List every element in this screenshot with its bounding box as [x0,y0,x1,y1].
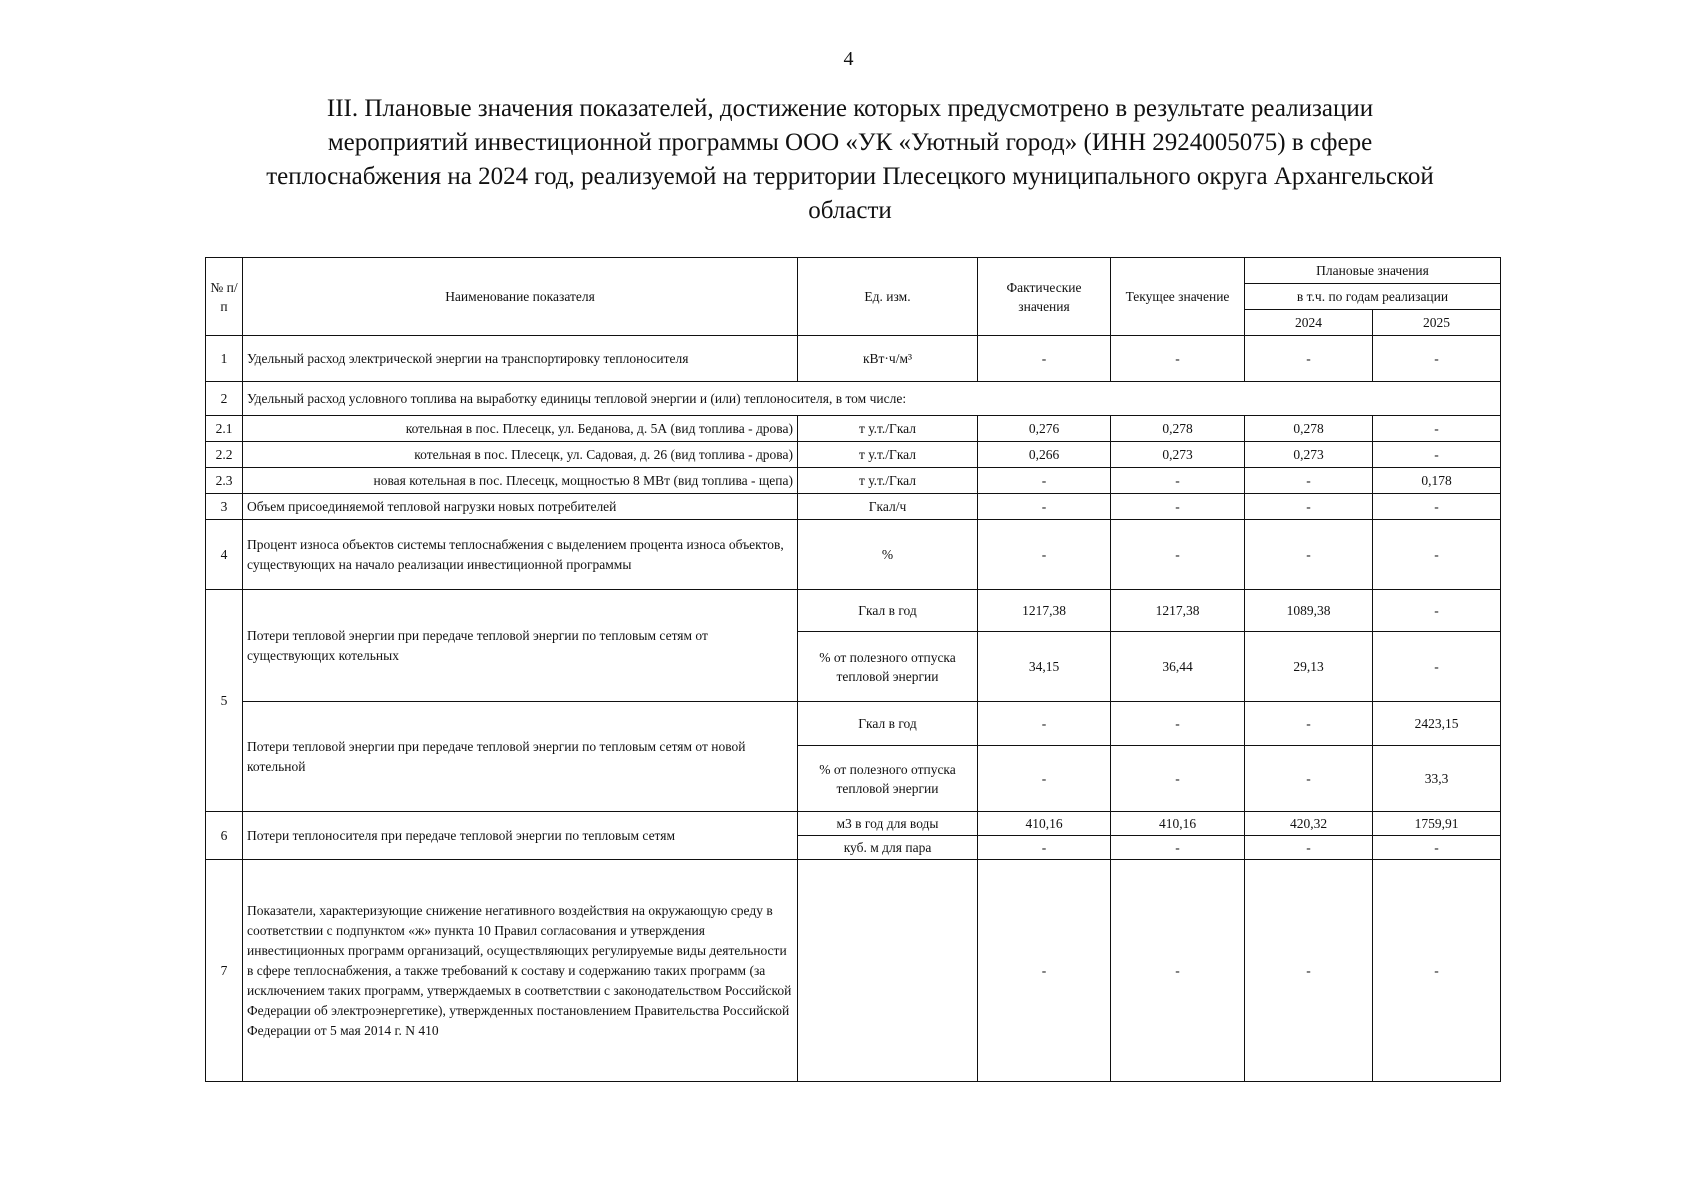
table-row [206,590,1501,632]
row-2025: - [1373,590,1501,632]
row-num: 2.2 [206,442,243,468]
row-name: котельная в пос. Плесецк, ул. Садовая, д. 26 (вид топлива - дрова) [243,442,798,468]
row-2024: - [1245,836,1373,860]
row-actual: - [978,836,1111,860]
row-unit: т у.т./Гкал [798,468,978,494]
table-row [206,416,1501,442]
row-unit: куб. м для пара [798,836,978,860]
header-unit: Ед. изм. [798,258,978,336]
row-name: Процент износа объектов системы теплоснабжения с выделением процента износа объектов, существующих на начало реализации инвестиционной программы [243,520,798,590]
row-num: 4 [206,520,243,590]
header-current: Текущее значение [1111,258,1245,336]
row-2024: - [1245,520,1373,590]
row-actual: 0,266 [978,442,1111,468]
header-year-2024: 2024 [1245,310,1373,336]
row-current: - [1111,468,1245,494]
row-2024: - [1245,336,1373,382]
row-name: Удельный расход электрической энергии на транспортировку теплоносителя [243,336,798,382]
row-num: 1 [206,336,243,382]
row-2025: - [1373,442,1501,468]
row-2025: 2423,15 [1373,702,1501,746]
table-row [206,336,1501,382]
row-2025: 0,178 [1373,468,1501,494]
row-num: 2.3 [206,468,243,494]
table-row [206,494,1501,520]
row-2024: 29,13 [1245,632,1373,702]
table-row [206,520,1501,590]
indicators-table [205,257,1501,1082]
row-unit: м3 в год для воды [798,812,978,836]
row-name: котельная в пос. Плесецк, ул. Беданова, д. 5А (вид топлива - дрова) [243,416,798,442]
header-actual: Фактические значения [978,258,1111,336]
row-name: Удельный расход условного топлива на выработку единицы тепловой энергии и (или) теплоносителя, в том числе: [243,382,1501,416]
row-unit: % [798,520,978,590]
row-current: - [1111,336,1245,382]
row-num: 3 [206,494,243,520]
row-num: 6 [206,812,243,860]
row-num: 2.1 [206,416,243,442]
row-name: Потери теплоносителя при передаче тепловой энергии по тепловым сетям [243,812,798,860]
row-current: - [1111,746,1245,812]
row-num: 5 [206,590,243,812]
row-current: - [1111,836,1245,860]
row-unit: % от полезного отпуска тепловой энергии [798,632,978,702]
row-unit: % от полезного отпуска тепловой энергии [798,746,978,812]
row-current: - [1111,494,1245,520]
row-2024: - [1245,468,1373,494]
row-2024: - [1245,702,1373,746]
page-number: 4 [843,48,854,70]
table-row [206,812,1501,836]
row-current: - [1111,860,1245,1082]
row-actual: 1217,38 [978,590,1111,632]
row-name: новая котельная в пос. Плесецк, мощностью 8 МВт (вид топлива - щепа) [243,468,798,494]
row-current: 1217,38 [1111,590,1245,632]
row-num: 2 [206,382,243,416]
header-num: № п/п [206,258,243,336]
row-2025: - [1373,494,1501,520]
header-row [206,258,1501,284]
document-title [190,92,1510,228]
row-current: 0,278 [1111,416,1245,442]
title-line: области [808,197,892,224]
table-row [206,442,1501,468]
row-name: Показатели, характеризующие снижение негативного воздействия на окружающую среду в соответствии с подпунктом «ж» пункта 10 Правил согласования и утверждения инвестиционных программ организаций, осуществляющих регулируемые виды деятельности в сфере теплоснабжения, а также требований к составу и содержанию таких программ (за исключением таких программ, утверждаемых в соответствии с законодательством Российской Федерации об электроэнергетике), утвержденных постановлением Правительства Российской Федерации от 5 мая 2014 г. N 410 [243,860,798,1082]
table-row [206,468,1501,494]
title-line: III. Плановые значения показателей, достижение которых предусмотрено в результате реализации [326,95,1374,122]
row-2024: 0,278 [1245,416,1373,442]
row-2024: - [1245,494,1373,520]
row-2025: 33,3 [1373,746,1501,812]
row-unit: Гкал в год [798,702,978,746]
row-current: 410,16 [1111,812,1245,836]
row-unit: Гкал/ч [798,494,978,520]
title-line: теплоснабжения на 2024 год, реализуемой на территории Плесецкого муниципального округа Архангельской [266,163,1434,190]
row-actual: - [978,702,1111,746]
row-2025: - [1373,336,1501,382]
row-name: Потери тепловой энергии при передаче тепловой энергии по тепловым сетям от новой котельной [243,702,798,812]
row-actual: - [978,746,1111,812]
row-actual: - [978,468,1111,494]
row-current: 0,273 [1111,442,1245,468]
row-actual: - [978,494,1111,520]
header-by-years: в т.ч. по годам реализации [1245,284,1501,310]
row-unit [798,860,978,1082]
row-actual: 0,276 [978,416,1111,442]
row-num: 7 [206,860,243,1082]
row-2025: 1759,91 [1373,812,1501,836]
row-2025: - [1373,632,1501,702]
title-line: мероприятий инвестиционной программы ООО «УК «Уютный город» (ИНН 2924005075) в сфере [327,129,1373,156]
row-current: - [1111,702,1245,746]
row-actual: - [978,520,1111,590]
row-actual: - [978,860,1111,1082]
header-year-2025: 2025 [1373,310,1501,336]
row-2024: 420,32 [1245,812,1373,836]
row-2024: 1089,38 [1245,590,1373,632]
row-unit: кВт·ч/м³ [798,336,978,382]
row-2024: - [1245,860,1373,1082]
row-name: Потери тепловой энергии при передаче тепловой энергии по тепловым сетям от существующих котельных [243,590,798,702]
row-name: Объем присоединяемой тепловой нагрузки новых потребителей [243,494,798,520]
header-name: Наименование показателя [243,258,798,336]
row-actual: 34,15 [978,632,1111,702]
table-row [206,702,1501,746]
row-unit: т у.т./Гкал [798,442,978,468]
row-actual: - [978,336,1111,382]
row-2024: - [1245,746,1373,812]
row-2024: 0,273 [1245,442,1373,468]
row-unit: т у.т./Гкал [798,416,978,442]
row-unit: Гкал в год [798,590,978,632]
row-2025: - [1373,860,1501,1082]
row-actual: 410,16 [978,812,1111,836]
header-planned: Плановые значения [1245,258,1501,284]
row-2025: - [1373,416,1501,442]
row-current: - [1111,520,1245,590]
row-current: 36,44 [1111,632,1245,702]
table-row [206,382,1501,416]
row-2025: - [1373,520,1501,590]
table-row [206,860,1501,1082]
row-2025: - [1373,836,1501,860]
